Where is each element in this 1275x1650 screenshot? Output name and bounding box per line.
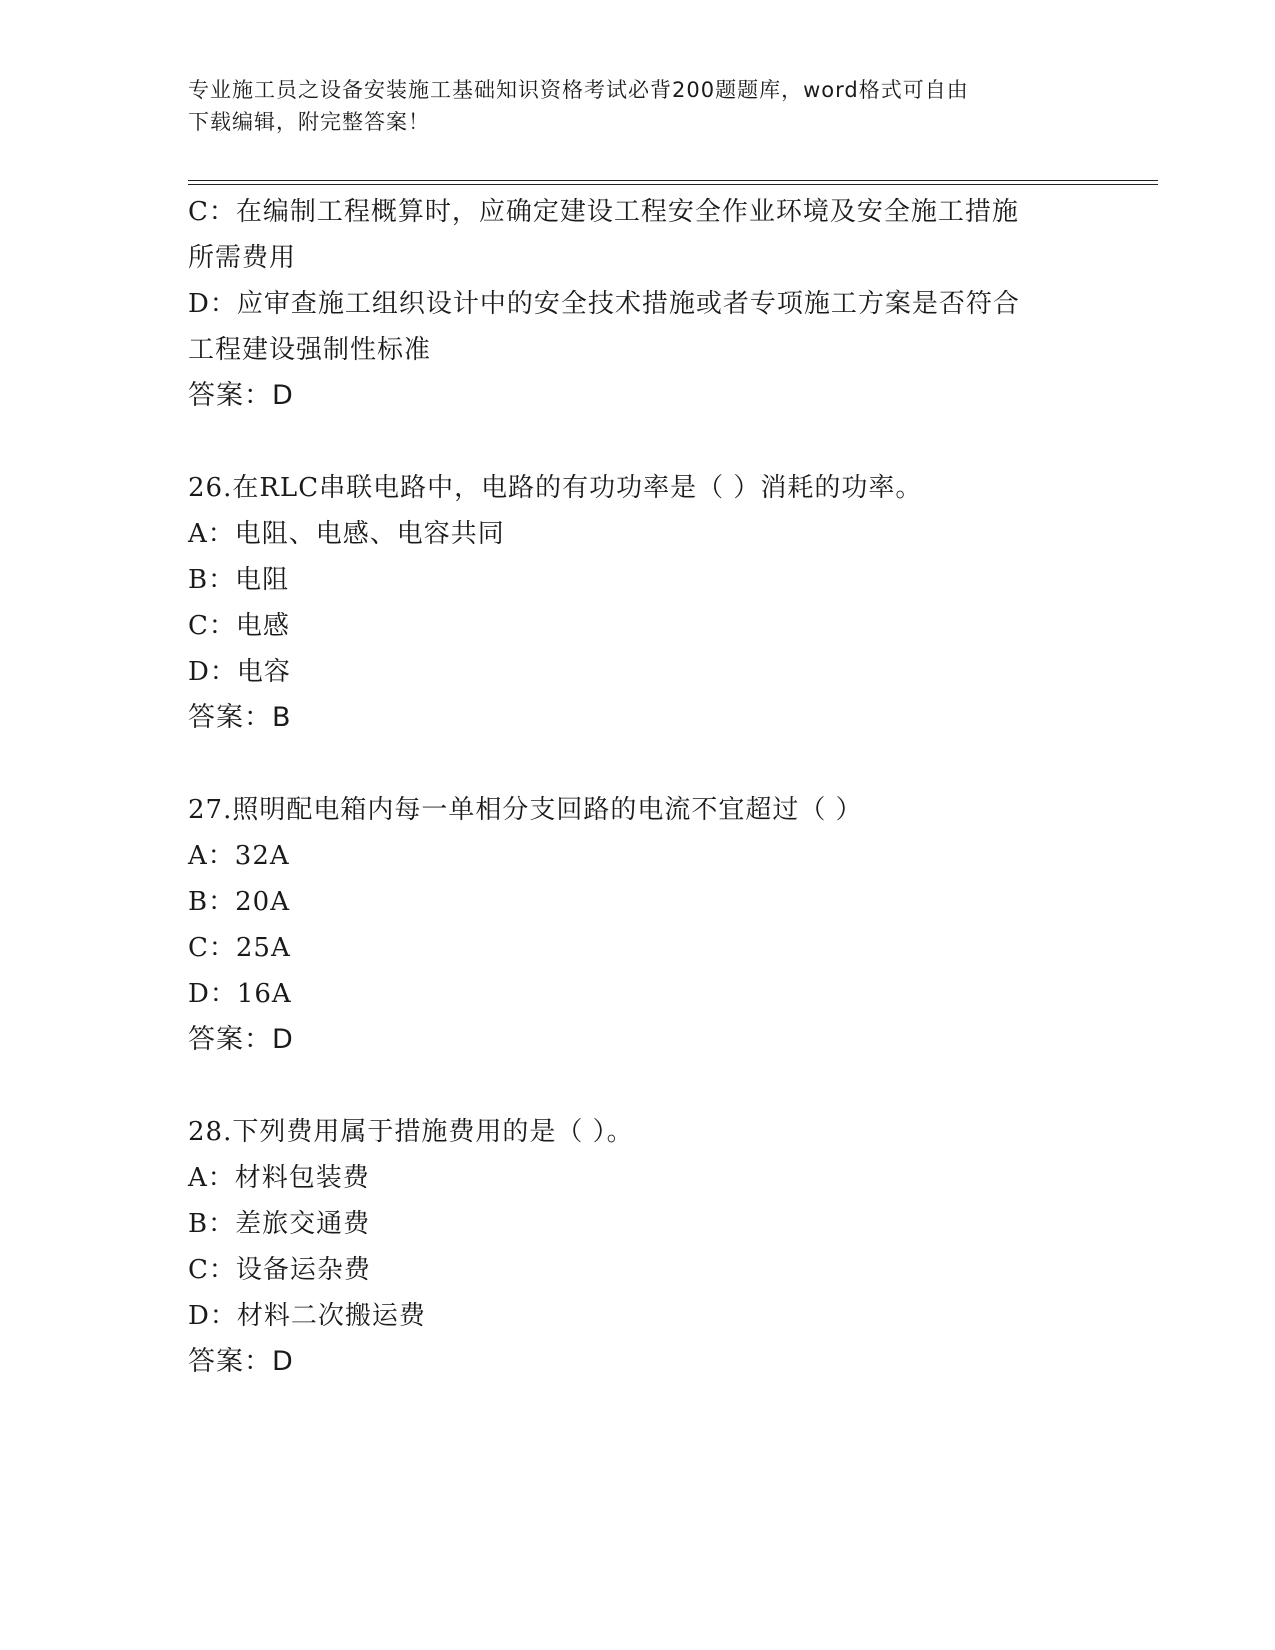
header-divider-top <box>188 180 1158 181</box>
option-b: B：差旅交通费 <box>188 1209 371 1239</box>
question-27 <box>188 787 1088 1063</box>
header-line-2: 下载编辑，附完整答案！ <box>188 110 430 134</box>
option-a: A：电阻、电感、电容共同 <box>188 519 505 549</box>
option-a: A：32A <box>188 841 290 871</box>
option-d: D：材料二次搬运费 <box>188 1301 426 1331</box>
question-title: 28.下列费用属于措施费用的是（ ）。 <box>188 1117 634 1147</box>
spacer <box>188 741 1088 787</box>
header-line-1: 专业施工员之设备安装施工基础知识资格考试必背200题题库，word格式可自由 <box>188 78 969 102</box>
option-d-line-1: D：应审查施工组织设计中的安全技术措施或者专项施工方案是否符合 <box>188 289 1020 319</box>
option-c: C：25A <box>188 933 291 963</box>
option-c-line-1: C：在编制工程概算时，应确定建设工程安全作业环境及安全施工措施 <box>188 197 1019 227</box>
question-title: 27.照明配电箱内每一单相分支回路的电流不宜超过（ ） <box>188 795 863 825</box>
question-title: 26.在RLC串联电路中，电路的有功功率是（ ）消耗的功率。 <box>188 473 923 503</box>
option-c-line-2: 所需费用 <box>188 243 297 273</box>
answer-line: 答案：B <box>188 702 292 733</box>
question-25-continued <box>188 189 1088 419</box>
option-d-line-2: 工程建设强制性标准 <box>188 335 432 365</box>
question-28 <box>188 1109 1088 1385</box>
option-c: C：设备运杂费 <box>188 1255 371 1285</box>
answer-line: 答案：D <box>188 1024 294 1055</box>
spacer <box>188 419 1088 465</box>
answer-line: 答案：D <box>188 1346 294 1377</box>
document-header <box>188 74 1088 138</box>
option-b: B：电阻 <box>188 565 290 595</box>
answer-line: 答案：D <box>188 380 294 411</box>
header-divider-bottom <box>188 184 1158 185</box>
option-c: C：电感 <box>188 611 290 641</box>
option-b: B：20A <box>188 887 290 917</box>
question-26 <box>188 465 1088 741</box>
option-a: A：材料包装费 <box>188 1163 370 1193</box>
option-d: D：电容 <box>188 657 291 687</box>
option-d: D：16A <box>188 979 292 1009</box>
spacer <box>188 1063 1088 1109</box>
document-body <box>188 189 1088 1385</box>
